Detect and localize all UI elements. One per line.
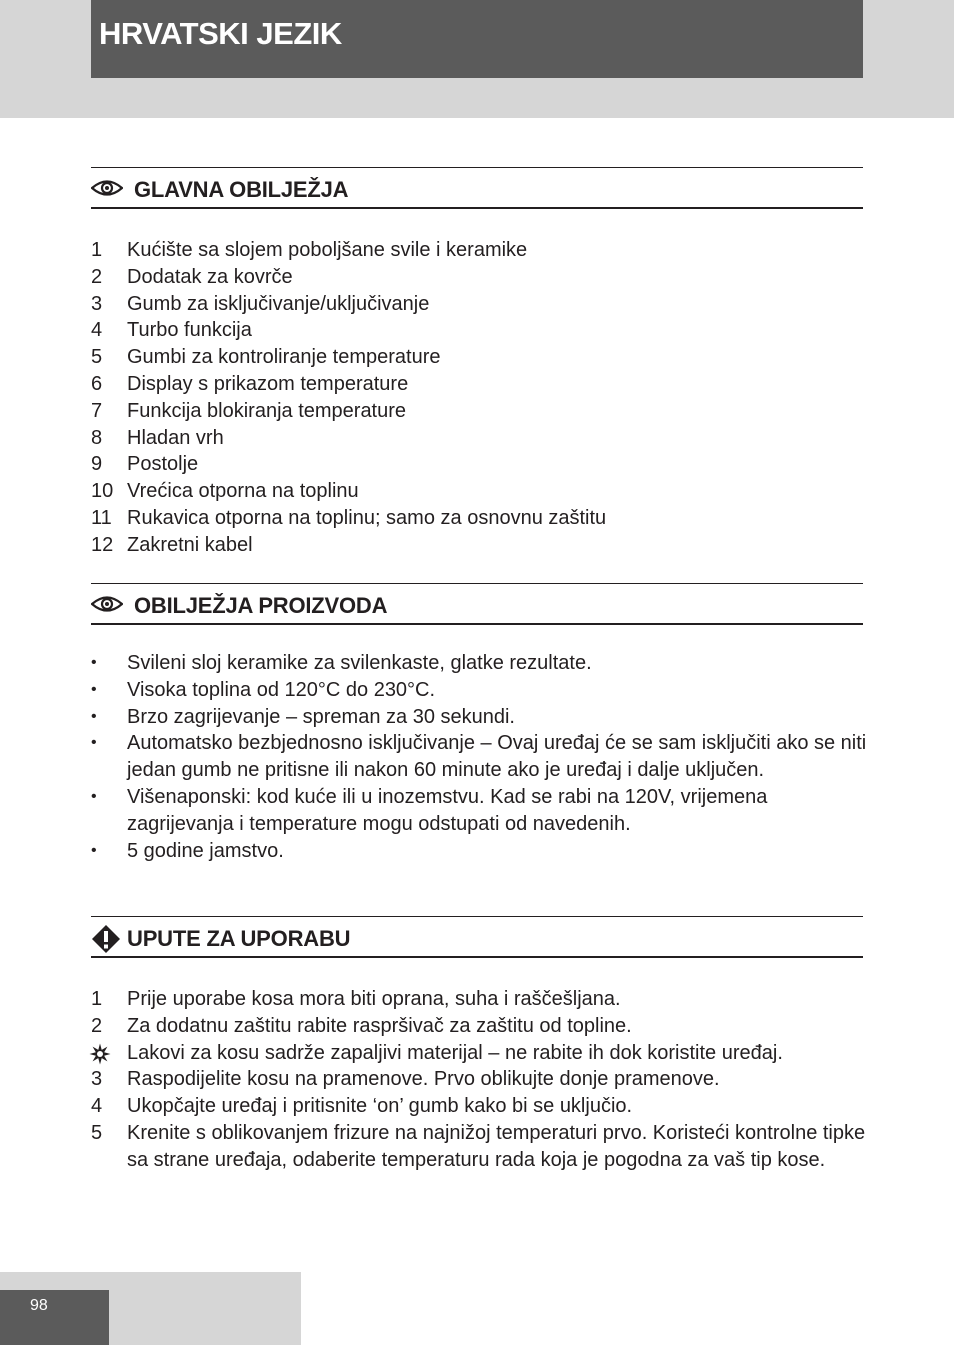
item-number: 1	[91, 988, 103, 1010]
item-text: Ukopčajte uređaj i pritisnite ‘on’ gumb kako bi se uključio.	[127, 1095, 633, 1118]
item-number: 2	[91, 265, 103, 288]
item-text: Za dodatnu zaštitu rabite raspršivač za zaštitu od topline.	[127, 1014, 632, 1037]
item-text: Dodatak za kovrče	[127, 265, 293, 288]
item-text: Višenaponski: kod kuće ili u inozemstvu. Kad se rabi na 120V, vrijemena zagrijevanja i temperature mogu odstupati od navedenih.	[127, 785, 768, 835]
item-number: 12	[91, 533, 114, 556]
item-text: Zakretni kabel	[127, 533, 253, 556]
list-item	[91, 1093, 871, 1120]
item-text: Hladan vrh	[127, 426, 224, 449]
bullet: •	[91, 841, 97, 859]
section-header-obiljezja-proizvoda	[91, 583, 863, 625]
item-text: Turbo funkcija	[127, 319, 252, 342]
list-item	[91, 237, 871, 264]
bullet: •	[91, 734, 97, 752]
section-title: OBILJEŽJA PROIZVODA	[134, 593, 388, 618]
list-item	[91, 344, 871, 371]
list-item	[91, 838, 871, 865]
bullet: •	[91, 787, 97, 805]
instructions-list	[91, 986, 871, 1174]
item-number: 5	[91, 346, 103, 369]
item-number: 4	[91, 319, 103, 342]
list-item	[91, 317, 871, 344]
list-item	[91, 784, 871, 838]
item-number: 1	[91, 239, 103, 261]
list-item	[91, 451, 871, 478]
item-number: 3	[91, 1068, 103, 1091]
item-text: Krenite s oblikovanjem frizure na najnižoj temperaturi prvo. Koristeći kontrolne tipke sa strane uređaja, odaberite temperaturu rada koja je pogodna za vaš tip kose.	[127, 1121, 866, 1171]
list-item	[91, 425, 871, 452]
item-text: Brzo zagrijevanje – spreman za 30 sekundi.	[127, 705, 515, 728]
item-number: 2	[91, 1014, 103, 1037]
item-text: Funkcija blokiranja temperature	[127, 399, 407, 422]
warning-diamond-icon	[91, 924, 121, 954]
item-text: Gumb za isključivanje/uključivanje	[127, 292, 430, 315]
eye-icon	[91, 594, 123, 614]
item-text: Gumbi za kontroliranje temperature	[127, 346, 441, 369]
item-text: Vrećica otporna na toplinu	[127, 480, 359, 503]
bullet: •	[91, 680, 97, 698]
list-item	[91, 505, 871, 532]
item-text: Raspodijelite kosu na pramenove. Prvo oblikujte donje pramenove.	[127, 1068, 720, 1091]
item-text: 5 godine jamstvo.	[127, 839, 284, 862]
item-number: 4	[91, 1095, 103, 1118]
features-list	[91, 237, 871, 559]
page-number-box	[0, 1290, 109, 1345]
eye-icon	[91, 178, 123, 198]
item-number: 6	[91, 372, 103, 395]
list-item	[91, 704, 871, 731]
bullet: •	[91, 707, 97, 725]
item-text: Automatsko bezbjednosno isključivanje – Ovaj uređaj će se sam isključiti ako se niti jedan gumb ne pritisne ili nakon 60 minute ako je uređaj i dalje uključen.	[127, 732, 867, 782]
list-item	[91, 291, 871, 318]
item-text: Prije uporabe kosa mora biti oprana, suha i raščešljana.	[127, 988, 621, 1010]
page-title: HRVATSKI JEZIK	[99, 16, 342, 51]
list-item	[91, 1120, 871, 1174]
item-number: 8	[91, 426, 103, 449]
item-text: Lakovi za kosu sadrže zapaljivi materijal – ne rabite ih dok koristite uređaj.	[127, 1041, 783, 1064]
list-item	[91, 650, 871, 677]
list-item	[91, 730, 871, 784]
list-item	[91, 478, 871, 505]
list-item	[91, 677, 871, 704]
section-header-upute-za-uporabu	[91, 916, 863, 958]
list-item	[91, 264, 871, 291]
item-number: 7	[91, 399, 103, 422]
item-number: 9	[91, 453, 103, 476]
item-number: 5	[91, 1121, 103, 1144]
list-item	[91, 1066, 871, 1093]
item-text: Rukavica otporna na toplinu; samo za osnovnu zaštitu	[127, 506, 607, 529]
section-title: GLAVNA OBILJEŽJA	[134, 177, 349, 202]
item-number: 10	[91, 480, 114, 503]
item-text: Svileni sloj keramike za svilenkaste, glatke rezultate.	[127, 652, 592, 674]
item-text: Display s prikazom temperature	[127, 372, 409, 395]
item-text: Kućište sa slojem poboljšane svile i keramike	[127, 239, 528, 261]
language-title-bar	[91, 0, 863, 78]
section-title: UPUTE ZA UPORABU	[127, 926, 351, 951]
page-number: 98	[30, 1297, 48, 1314]
section-header-glavna-obiljezja	[91, 167, 863, 209]
item-number: 11	[91, 506, 112, 529]
item-text: Postolje	[127, 453, 199, 476]
item-text: Visoka toplina od 120°C do 230°C.	[127, 678, 436, 701]
list-item	[91, 1040, 871, 1067]
list-item	[91, 1013, 871, 1040]
list-item	[91, 986, 871, 1013]
list-item	[91, 398, 871, 425]
list-item	[91, 371, 871, 398]
burst-warning-icon	[89, 1043, 111, 1065]
bullet: •	[91, 654, 97, 671]
list-item	[91, 532, 871, 559]
product-features-list	[91, 650, 871, 864]
item-number: 3	[91, 292, 103, 315]
